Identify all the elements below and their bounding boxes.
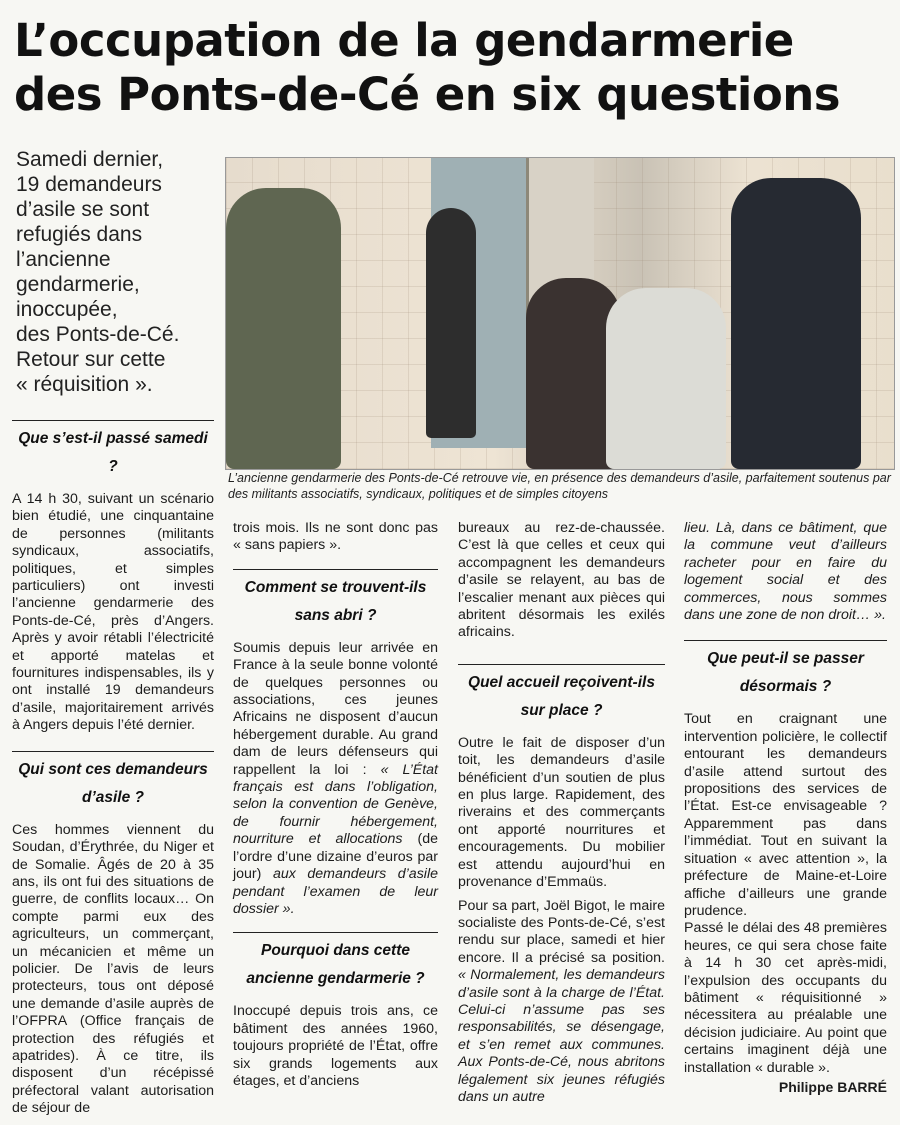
lead-line: d’asile se sont: [16, 198, 150, 221]
column-3: [458, 520, 665, 1106]
answer-5: Outre le fait de disposer d’un toit, les demandeurs d’asile bénéficient d’un soutien de plus en plus large. Rapidement, des riverains et des commerçants ont apporté nourritures et encouragements. Du mobilier est attendu aujourd’hui en provenance d’Emmaüs.: [458, 734, 665, 891]
photo-person-right: [731, 178, 861, 469]
headline: [14, 14, 894, 122]
answer-3: [233, 640, 438, 919]
answer-3-quote-end: aux demandeurs d’asile pendant l’examen de leur dossier ».: [233, 866, 438, 917]
photo-person-hoodie: [606, 288, 726, 469]
lead-line: « réquisition ».: [16, 373, 153, 396]
question-heading-1: Que s’est-il passé samedi ?: [12, 420, 214, 491]
answer-2: Ces hommes viennent du Soudan, d’Érythrée, du Niger et de Somalie. Âgés de 20 à 35 ans, ils ont fui des situations de guerre, de conflits locaux… On compte parmi eux des agriculteurs, un commerçant, un mécanicien et même un policier. De l’avis de leurs protecteurs, tous ont déposé une demande d’asile auprès de l’OFPRA (Office français de protection des réfugiés et apatrides). À ce titre, ils disposent d’un récépissé préfectoral valant autorisation de séjour de: [12, 821, 214, 1117]
column-4: [684, 520, 887, 1096]
headline-line-1: L’occupation de la gendarmerie: [14, 14, 794, 67]
lead-line: l’ancienne: [16, 248, 111, 271]
photo-person-back: [426, 208, 476, 438]
lead-line: 19 demandeurs: [16, 173, 162, 196]
headline-line-2: des Ponts-de-Cé en six questions: [14, 68, 841, 121]
photo-person-left: [226, 188, 341, 469]
answer-5-mayor-quote: « Normalement, les demandeurs d’asile sont à la charge de l’État. Celui-ci n’assume pas ses responsabilités, se désengage, et s’en remet aux communes. Aux Ponts-de-Cé, nous abritons légalement six jeunes réfugiés dans un autre: [458, 967, 665, 1105]
question-heading-3: Comment se trouvent-ils sans abri ?: [233, 569, 438, 640]
photo-caption: L’ancienne gendarmerie des Ponts-de-Cé retrouve vie, en présence des demandeurs d’asile, parfaitement soutenus par des militants associatifs, syndicaux, politiques et de simples citoyens: [228, 471, 891, 501]
answer-5-mayor: [458, 898, 665, 1107]
answer-6-next: Passé le délai des 48 premières heures, ce qui sera chose faite à 14 h 30 cet après-midi, l’expulsion des occupants du bâtiment « réquisitionné » nécessitera au préalable une décision judiciaire. Au point que certains imaginent déjà une installation « durable ».: [684, 920, 887, 1076]
lead-line: inoccupée,: [16, 298, 118, 321]
byline: Philippe BARRÉ: [778, 1078, 887, 1095]
news-photo: [225, 157, 895, 470]
question-heading-2: Qui sont ces demandeurs d’asile ?: [12, 751, 214, 822]
lead-paragraph: [16, 147, 221, 397]
lead-line: gendarmerie,: [16, 273, 140, 296]
answer-5-continued: lieu. Là, dans ce bâtiment, que la commune veut d’ailleurs racheter pour en faire du logement social et des commerces, nous sommes dans une zone de non droit… ».: [684, 520, 887, 624]
answer-1: A 14 h 30, suivant un scénario bien étudié, une cinquantaine de personnes (militants syndicaux, associatifs, politiques, et simples particuliers) ont investi l’ancienne gendarmerie des Ponts-de-Cé, près d’Angers. Après y avoir rétabli l’électricité et apporté matelas et fournitures indispensables, ils y ont installé 19 demandeurs d’asile, majoritairement arrivés à Angers depuis l’été dernier.: [12, 491, 214, 734]
lead-line: Samedi dernier,: [16, 148, 164, 171]
answer-6: Tout en craignant une intervention policière, le collectif entourant les demandeurs d’asile attend surtout des propositions des services de l’État. Est-ce envisageable ? Apparemment pas dans l’immédiat. Tout en suivant la situation « avec attention », la préfecture de Maine-et-Loire affiche d’ailleurs une grande prudence.: [684, 711, 887, 919]
answer-2-continued: trois mois. Ils ne sont donc pas « sans papiers ».: [233, 520, 438, 554]
lead-line: des Ponts-de-Cé.: [16, 323, 180, 346]
column-2: [233, 520, 438, 1090]
lead-line: refugiés dans: [16, 223, 143, 246]
question-heading-6: Que peut-il se passer désormais ?: [684, 640, 887, 711]
answer-3-aside: (de l’ordre d’une dizaine d’euros par jour): [233, 831, 438, 883]
answer-4: Inoccupé depuis trois ans, ce bâtiment des années 1960, toujours propriété de l’État, offre six grands logements aux étages, et d’anciens: [233, 1003, 438, 1089]
answer-3-text: Soumis depuis leur arrivée en France à la seule bonne volonté de quelques personnes ou associations, ces jeunes Africains ne disposent d’aucun hébergement durable. Au grand dam de leurs défenseurs qui rappellent la loi :: [233, 639, 438, 778]
question-heading-4: Pourquoi dans cette ancienne gendarmerie ?: [233, 932, 438, 1003]
answer-3-quote: « L’État français est dans l’obligation, selon la convention de Genève, de fournir hébergement, nourriture et allocations: [233, 761, 438, 848]
column-1: [12, 420, 214, 1118]
lead-line: Retour sur cette: [16, 348, 166, 371]
answer-4-continued: bureaux au rez-de-chaussée. C’est là que celles et ceux qui accompagnent les demandeurs d’asile se relayent, au bas de l’escalier menant aux pièces qui abritent désormais les exilés africains.: [458, 520, 665, 641]
answer-5-mayor-text: Pour sa part, Joël Bigot, le maire socialiste des Ponts-de-Cé, s’est rendu sur place, samedi et hier encore. Il a précisé sa position.: [458, 897, 665, 966]
question-heading-5: Quel accueil reçoivent-ils sur place ?: [458, 664, 665, 735]
